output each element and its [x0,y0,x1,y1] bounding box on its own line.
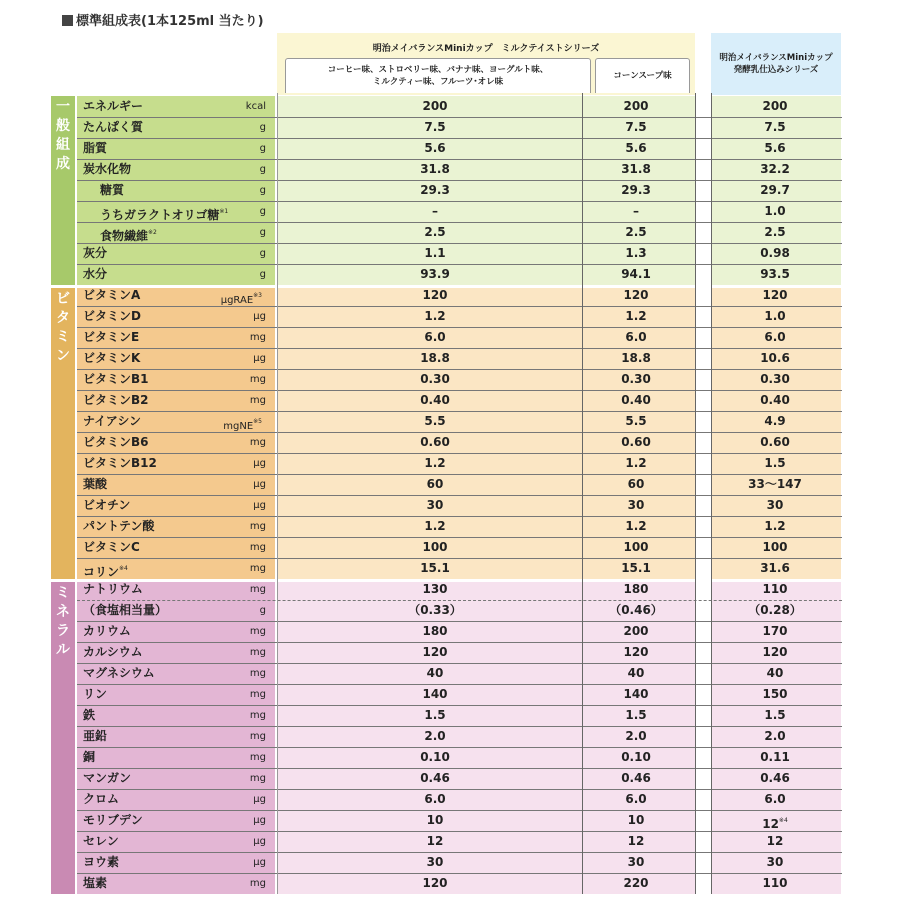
row-divider [77,264,842,265]
series-main-title: 明治メイバランスMiniカップ ミルクテイストシリーズ [372,44,600,54]
row-label: ナイアシン [83,414,142,428]
row-divider [77,222,842,223]
cell-col1: 0.46 [420,771,450,785]
row-label: 塩素 [83,876,108,890]
row-unit: μg [253,815,266,826]
row-divider [77,789,842,790]
row-divider [77,453,842,454]
cell-col2: 29.3 [621,183,651,197]
cell-col3: 32.2 [760,162,790,176]
row-unit: mg [249,668,266,679]
cell-col1: 15.1 [420,561,450,575]
row-label: 糖質 [100,183,125,197]
row-unit: mg [249,689,266,700]
cell-col2: 220 [623,876,649,890]
row-unit: μg [253,857,266,868]
row-unit: g [259,122,266,133]
row-divider [77,474,842,475]
cell-col3: 12$^{※4}$ [762,817,788,831]
cell-col2: 2.0 [625,729,647,743]
col-divider [711,93,712,894]
row-label: モリブデン [83,813,143,827]
cell-col1: 2.0 [424,729,446,743]
row-unit: g [259,185,266,196]
row-unit: μg [253,794,266,805]
cell-col1: 31.8 [420,162,450,176]
col-divider [277,93,278,894]
cell-col1: 10 [426,813,444,827]
row-unit: μg [253,479,266,490]
row-unit: mg [249,584,266,595]
row-unit: μgRAE$^{※3}$ [220,292,262,306]
row-divider [77,243,842,244]
cell-col1: 5.6 [424,141,446,155]
row-label: ビタミンB2 [83,393,149,407]
row-divider [77,201,842,202]
col-divider [695,93,696,894]
row-divider [77,684,842,685]
row-divider [77,873,842,874]
cell-col1: 1.5 [424,708,446,722]
row-label: ビタミンC [83,540,140,554]
category-mineral: ミ ネ ラ ル [51,582,75,894]
row-label: ビタミンB1 [83,372,149,386]
cell-col2: 60 [627,477,645,491]
row-label: ビタミンB6 [83,435,149,449]
row-label: エネルギー [83,99,144,113]
cell-col3: 0.30 [760,372,790,386]
row-divider [77,768,842,769]
row-divider [77,726,842,727]
cell-col3: 5.6 [764,141,786,155]
cell-col3: 7.5 [764,120,786,134]
row-label: クロム [83,792,120,806]
row-divider [77,327,842,328]
cell-col2: 2.5 [625,225,647,239]
cell-col1: 1.2 [424,519,446,533]
row-label: ビオチン [83,498,131,512]
row-divider [77,558,842,559]
row-divider [77,831,842,832]
cell-col1: 0.40 [420,393,450,407]
cell-col3: 120 [762,645,788,659]
row-label: うちガラクトオリゴ糖$^{※1}$ [100,208,229,222]
cell-col2: 0.10 [621,750,651,764]
row-label: 脂質 [83,141,108,155]
cell-col2: 5.6 [625,141,647,155]
cell-col3: 30 [766,498,784,512]
cell-col2: 120 [623,288,649,302]
row-unit: μg [253,311,266,322]
row-label: 食物繊維$^{※2}$ [100,229,157,243]
cell-col1: 6.0 [424,330,446,344]
row-label: ビタミンB12 [83,456,157,470]
cell-col2: 1.3 [625,246,647,260]
cell-col2: 40 [627,666,645,680]
row-divider [77,642,842,643]
cell-col1: 130 [422,582,448,596]
cell-col3: 33〜147 [748,477,802,491]
row-label: 炭水化物 [83,162,132,176]
cell-col1: 120 [422,645,448,659]
row-divider [77,663,842,664]
col-divider [582,93,583,894]
cell-col2: 1.2 [625,456,647,470]
row-divider [77,495,842,496]
cell-col3: 1.5 [764,456,786,470]
cell-col1: 5.5 [424,414,446,428]
cell-col3: 0.11 [760,750,790,764]
cell-col2: 12 [627,834,645,848]
row-unit: mg [249,626,266,637]
row-label: リン [83,687,108,701]
cell-col1: 120 [422,876,448,890]
cell-col1: 140 [422,687,448,701]
cell-col1: 30 [426,855,444,869]
cell-col3: 93.5 [760,267,790,281]
cell-col1: 1.1 [424,246,446,260]
row-unit: g [259,269,266,280]
row-label: 銅 [83,750,96,764]
row-unit: mg [249,731,266,742]
cell-col3: 12 [766,834,784,848]
cell-col2: 30 [627,498,645,512]
cell-col3: 110 [762,876,788,890]
table-title: 標準組成表(1本125ml 当たり) [62,10,264,29]
row-unit: μg [253,836,266,847]
cell-col2: 5.5 [625,414,647,428]
cell-col2: 0.46 [621,771,651,785]
row-divider [77,432,842,433]
cell-col1: 0.30 [420,372,450,386]
cell-col2: 200 [623,99,649,113]
row-unit: g [259,227,266,238]
row-unit: mg [249,374,266,385]
cell-col2: 120 [623,645,649,659]
row-unit: mg [249,878,266,889]
cell-col1: 6.0 [424,792,446,806]
row-label: 灰分 [83,246,108,260]
row-label: ビタミンK [83,351,141,365]
cell-col2: 7.5 [625,120,647,134]
cell-col1: （0.33） [408,603,462,617]
cell-col3: 1.0 [764,204,786,218]
row-label: ヨウ素 [83,855,120,869]
cell-col3: 1.2 [764,519,786,533]
row-divider [77,537,842,538]
cell-col2: 1.5 [625,708,647,722]
row-divider [77,180,842,181]
cell-col3: 0.40 [760,393,790,407]
row-unit: mg [249,752,266,763]
cell-col1: – [432,204,438,218]
row-label: ナトリウム [83,582,143,596]
row-unit: mg [249,710,266,721]
row-unit: mg [249,563,266,574]
row-label: 葉酸 [83,477,108,491]
row-label: （食塩相当量） [83,603,168,617]
header-milk-taste-series [277,33,695,95]
cell-col1: 30 [426,498,444,512]
row-unit: μg [253,353,266,364]
cell-col2: 200 [623,624,649,638]
row-divider-dashed [77,600,842,601]
row-unit: kcal [245,101,266,112]
row-label: ビタミンE [83,330,140,344]
cell-col3: 110 [762,582,788,596]
cell-col3: 150 [762,687,788,701]
cell-col2: （0.46） [609,603,663,617]
row-divider [77,852,842,853]
row-label: 亜鉛 [83,729,108,743]
cell-col3: 100 [762,540,788,554]
row-divider [77,747,842,748]
row-unit: g [259,605,266,616]
cell-col3: 0.98 [760,246,790,260]
cell-col3: 0.60 [760,435,790,449]
row-divider [77,117,842,118]
row-label: たんぱく質 [83,120,144,134]
cell-col3: 6.0 [764,792,786,806]
row-divider [77,138,842,139]
cell-col2: 0.40 [621,393,651,407]
cell-col1: 18.8 [420,351,450,365]
row-unit: mgNE$^{※5}$ [223,418,262,432]
row-unit: g [259,206,266,217]
row-label: パントテン酸 [83,519,155,533]
cell-col2: 0.30 [621,372,651,386]
cell-col1: 200 [422,99,448,113]
row-divider [77,705,842,706]
cell-col1: 180 [422,624,448,638]
row-label: ビタミンD [83,309,141,323]
cell-col3: 30 [766,855,784,869]
cell-col3: 31.6 [760,561,790,575]
row-label: カリウム [83,624,131,638]
cell-col3: 1.5 [764,708,786,722]
cell-col1: 40 [426,666,444,680]
row-divider [77,348,842,349]
row-label: カルシウム [83,645,143,659]
row-label: コリン$^{※4}$ [83,565,128,579]
row-label: マグネシウム [83,666,155,680]
header-col3: 明治メイバランスMiniカップ 発酵乳仕込みシリーズ [711,33,841,95]
category-vitamin: ビ タ ミ ン [51,288,75,579]
cell-col1: 1.2 [424,309,446,323]
row-unit: μg [253,500,266,511]
row-divider [77,516,842,517]
category-general: 一 般 組 成 [51,96,75,285]
cell-col3: 6.0 [764,330,786,344]
header-col2: コーンスープ味 [595,58,690,93]
cell-col2: 30 [627,855,645,869]
cell-col3: 200 [762,99,788,113]
row-unit: g [259,164,266,175]
cell-col3: 29.7 [760,183,790,197]
cell-col2: 15.1 [621,561,651,575]
cell-col2: 1.2 [625,309,647,323]
row-divider [77,621,842,622]
row-label: ビタミンA [83,288,141,302]
cell-col2: 31.8 [621,162,651,176]
cell-col1: 29.3 [420,183,450,197]
row-unit: mg [249,437,266,448]
cell-col3: 2.0 [764,729,786,743]
cell-col1: 7.5 [424,120,446,134]
cell-col2: 94.1 [621,267,651,281]
cell-col2: 6.0 [625,330,647,344]
row-unit: mg [249,647,266,658]
cell-col2: 18.8 [621,351,651,365]
row-unit: g [259,143,266,154]
cell-col2: 6.0 [625,792,647,806]
cell-col1: 12 [426,834,444,848]
row-label: 鉄 [83,708,96,722]
row-divider [77,810,842,811]
cell-col1: 0.10 [420,750,450,764]
row-divider [77,390,842,391]
cell-col1: 120 [422,288,448,302]
cell-col2: 180 [623,582,649,596]
row-unit: mg [249,395,266,406]
cell-col3: 2.5 [764,225,786,239]
row-unit: mg [249,542,266,553]
row-label: マンガン [83,771,132,785]
header-col1: コーヒー味、ストロベリー味、バナナ味、ヨーグルト味、 ミルクティー味、フルーツ･オレ味 [285,58,591,93]
cell-col2: 10 [627,813,645,827]
cell-col2: 100 [623,540,649,554]
cell-col1: 60 [426,477,444,491]
row-unit: μg [253,458,266,469]
cell-col3: 1.0 [764,309,786,323]
row-unit: mg [249,521,266,532]
cell-col3: 120 [762,288,788,302]
cell-col1: 2.5 [424,225,446,239]
row-unit: mg [249,332,266,343]
row-divider [77,306,842,307]
cell-col3: （0.28） [748,603,802,617]
cell-col3: 10.6 [760,351,790,365]
row-unit: g [259,248,266,259]
cell-col2: 0.60 [621,435,651,449]
cell-col2: 1.2 [625,519,647,533]
row-divider [77,411,842,412]
row-divider [77,369,842,370]
row-unit: mg [249,773,266,784]
row-divider [77,159,842,160]
cell-col1: 1.2 [424,456,446,470]
row-label: 水分 [83,267,108,281]
cell-col3: 4.9 [764,414,786,428]
cell-col2: 140 [623,687,649,701]
cell-col1: 93.9 [420,267,450,281]
cell-col1: 0.60 [420,435,450,449]
cell-col3: 40 [766,666,784,680]
cell-col1: 100 [422,540,448,554]
cell-col3: 170 [762,624,788,638]
cell-col2: – [633,204,639,218]
cell-col3: 0.46 [760,771,790,785]
row-label: セレン [83,834,119,848]
